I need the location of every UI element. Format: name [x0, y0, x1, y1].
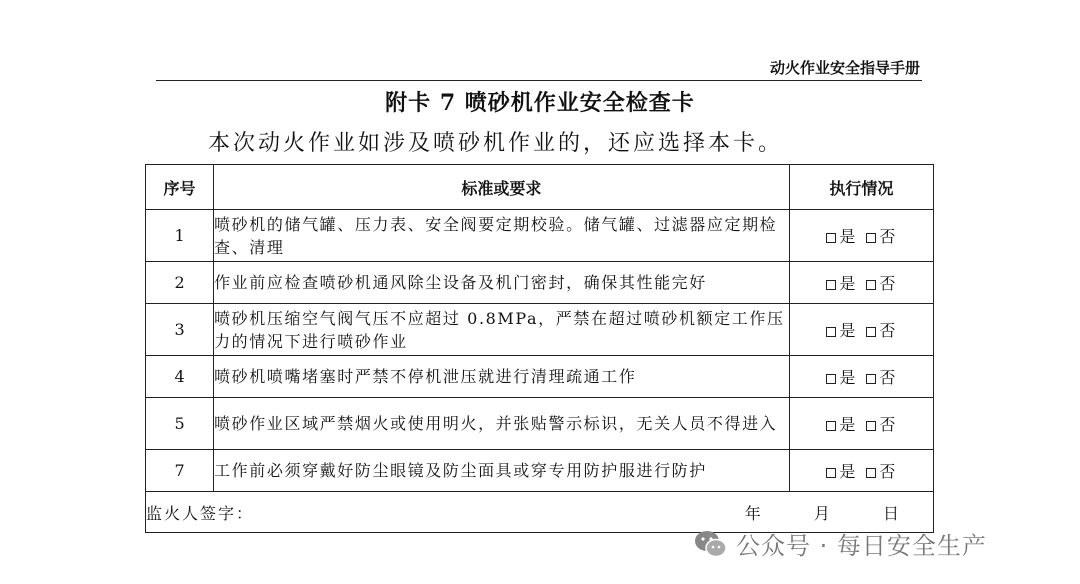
running-head: 动火作业安全指导手册	[769, 59, 920, 77]
no-label: 否	[879, 274, 897, 293]
row-execution	[789, 210, 933, 262]
watermark-text: 公众号 · 每日安全生产	[736, 532, 987, 560]
row-requirement: 喷砂机压缩空气阀气压不应超过 0.8MPa，严禁在超过喷砂机额定工作压力的情况下进行喷砂作业	[214, 304, 790, 356]
yes-label: 是	[839, 415, 857, 434]
row-execution	[789, 304, 933, 356]
no-label: 否	[879, 368, 897, 387]
checklist-table	[145, 164, 934, 533]
row-number: 5	[146, 398, 214, 450]
table-row	[146, 210, 934, 262]
row-execution	[789, 262, 933, 304]
signature-label: 监火人签字：	[146, 503, 255, 523]
date-month: 月	[813, 503, 830, 523]
no-checkbox[interactable]	[866, 327, 876, 337]
row-requirement: 作业前应检查喷砂机通风除尘设备及机门密封，确保其性能完好	[214, 262, 790, 304]
header-execution: 执行情况	[789, 165, 933, 210]
header-rule	[156, 80, 922, 81]
yes-label: 是	[839, 368, 857, 387]
row-requirement: 喷砂机喷嘴堵塞时严禁不停机泄压就进行清理疏通工作	[214, 356, 790, 398]
row-number: 4	[146, 356, 214, 398]
row-number: 7	[146, 450, 214, 492]
yes-checkbox[interactable]	[826, 233, 836, 243]
yes-checkbox[interactable]	[826, 280, 836, 290]
signature-date	[697, 501, 899, 524]
yes-label: 是	[839, 462, 857, 481]
yes-label: 是	[839, 227, 857, 246]
table-header-row	[146, 165, 934, 210]
yes-checkbox[interactable]	[826, 468, 836, 478]
row-execution	[789, 356, 933, 398]
no-label: 否	[879, 415, 897, 434]
wechat-icon	[694, 529, 728, 559]
no-checkbox[interactable]	[866, 374, 876, 384]
no-checkbox[interactable]	[866, 421, 876, 431]
table-row	[146, 262, 934, 304]
no-checkbox[interactable]	[866, 280, 876, 290]
row-execution	[789, 398, 933, 450]
intro-text: 本次动火作业如涉及喷砂机作业的，还应选择本卡。	[208, 131, 784, 156]
date-day: 日	[882, 503, 899, 523]
header-serial: 序号	[146, 165, 214, 210]
no-label: 否	[879, 321, 897, 340]
date-year: 年	[744, 503, 761, 523]
table-row	[146, 356, 934, 398]
no-checkbox[interactable]	[866, 468, 876, 478]
watermark	[694, 526, 987, 561]
yes-label: 是	[839, 274, 857, 293]
yes-checkbox[interactable]	[826, 421, 836, 431]
yes-label: 是	[839, 321, 857, 340]
table-row	[146, 304, 934, 356]
row-requirement: 喷砂机的储气罐、压力表、安全阀要定期校验。储气罐、过滤器应定期检查、清理	[214, 210, 790, 262]
row-requirement: 喷砂作业区域严禁烟火或使用明火，并张贴警示标识，无关人员不得进入	[214, 398, 790, 450]
yes-checkbox[interactable]	[826, 327, 836, 337]
row-number: 2	[146, 262, 214, 304]
table-row	[146, 398, 934, 450]
row-number: 1	[146, 210, 214, 262]
no-checkbox[interactable]	[866, 233, 876, 243]
card-title: 附卡 7 喷砂机作业安全检查卡	[385, 90, 695, 116]
row-number: 3	[146, 304, 214, 356]
no-label: 否	[879, 462, 897, 481]
row-execution	[789, 450, 933, 492]
yes-checkbox[interactable]	[826, 374, 836, 384]
no-label: 否	[879, 227, 897, 246]
row-requirement: 工作前必须穿戴好防尘眼镜及防尘面具或穿专用防护服进行防护	[214, 450, 790, 492]
table-row	[146, 450, 934, 492]
header-standard: 标准或要求	[214, 165, 790, 210]
